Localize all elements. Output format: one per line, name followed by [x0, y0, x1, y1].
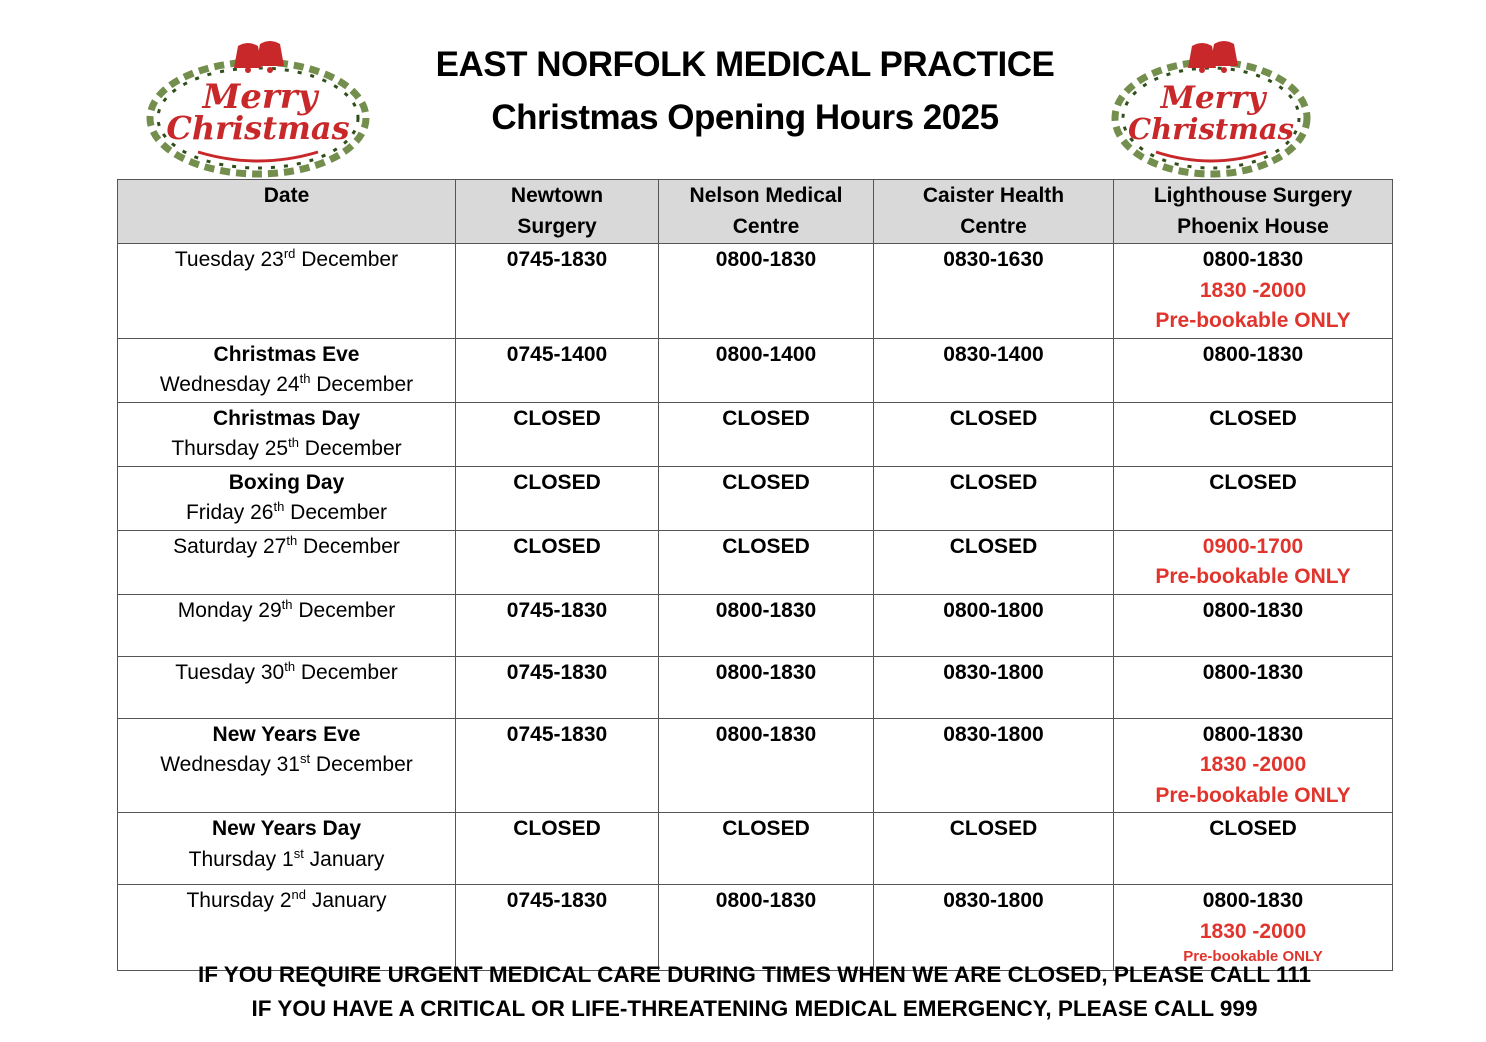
table-body — [118, 244, 1393, 971]
newtown-hours-cell: CLOSED — [456, 466, 659, 530]
wreath-text-christmas: Christmas — [166, 109, 350, 147]
date-cell — [118, 402, 456, 466]
wreath-text-christmas: Christmas — [1128, 112, 1294, 146]
date-label: Saturday 27th December — [173, 532, 400, 558]
date-cell — [118, 338, 456, 402]
lighthouse-hours-cell: 0800-1830 — [1114, 656, 1393, 718]
table-row — [118, 718, 1393, 813]
date-label: Friday 26th December — [185, 499, 388, 524]
holiday-name: New Years Eve — [212, 722, 361, 746]
newtown-hours-cell: CLOSED — [456, 402, 659, 466]
date-cell — [118, 244, 456, 339]
caister-hours-cell: 0830-1400 — [874, 338, 1114, 402]
newtown-hours-cell: 0745-1830 — [456, 594, 659, 656]
wreath-text-merry: Merry — [1160, 80, 1266, 116]
lighthouse-hours-cell: CLOSED — [1114, 402, 1393, 466]
caister-hours-cell: CLOSED — [874, 466, 1114, 530]
lighthouse-hours-cell: 0900-1700 Pre-bookable ONLY — [1114, 530, 1393, 594]
date-cell — [118, 530, 456, 594]
date-label: Tuesday 23rd December — [174, 246, 399, 271]
date-label: Thursday 1st January — [188, 845, 385, 871]
holiday-name: Christmas Eve — [213, 342, 360, 366]
opening-hours-table — [117, 179, 1393, 971]
nelson-hours-cell: CLOSED — [659, 402, 874, 466]
nelson-hours-cell: 0800-1830 — [659, 244, 874, 339]
date-cell — [118, 466, 456, 530]
date-label: Wednesday 24th December — [159, 371, 414, 396]
lighthouse-hours-cell: 0800-1830 — [1114, 594, 1393, 656]
caister-hours-cell: 0800-1800 — [874, 594, 1114, 656]
table-row — [118, 338, 1393, 402]
nelson-hours-cell: 0800-1830 — [659, 718, 874, 813]
nelson-hours-cell: 0800-1400 — [659, 338, 874, 402]
newtown-hours-cell: 0745-1830 — [456, 718, 659, 813]
table-row — [118, 402, 1393, 466]
date-label: Wednesday 31st December — [160, 751, 413, 776]
caister-hours-cell: CLOSED — [874, 530, 1114, 594]
newtown-hours-cell: CLOSED — [456, 530, 659, 594]
lighthouse-hours-cell: 0800-1830 1830 -2000 Pre-bookable ONLY — [1114, 885, 1393, 971]
date-cell — [118, 594, 456, 656]
date-cell — [118, 656, 456, 718]
holiday-name: Christmas Day — [212, 406, 361, 430]
caister-hours-cell: CLOSED — [874, 813, 1114, 885]
table-header-row — [118, 180, 1393, 244]
date-label: Thursday 25th December — [171, 435, 402, 460]
column-header-lighthouse: Lighthouse Surgery Phoenix House — [1114, 180, 1393, 244]
table-row — [118, 466, 1393, 530]
date-cell — [118, 718, 456, 813]
nelson-hours-cell: 0800-1830 — [659, 885, 874, 971]
caister-hours-cell: 0830-1630 — [874, 244, 1114, 339]
date-label: Monday 29th December — [177, 596, 396, 622]
column-header-caister: Caister Health Centre — [874, 180, 1114, 244]
page-subtitle: Christmas Opening Hours 2025 — [491, 98, 999, 137]
wreath-text-merry: Merry — [202, 77, 318, 117]
caister-hours-cell: CLOSED — [874, 402, 1114, 466]
holiday-name: Boxing Day — [228, 470, 345, 494]
nelson-hours-cell: CLOSED — [659, 466, 874, 530]
holiday-name: New Years Day — [211, 817, 362, 840]
nelson-hours-cell: CLOSED — [659, 530, 874, 594]
lighthouse-hours-cell: 0800-1830 1830 -2000 Pre-bookable ONLY — [1114, 244, 1393, 339]
table-row — [118, 530, 1393, 594]
caister-hours-cell: 0830-1800 — [874, 656, 1114, 718]
newtown-hours-cell: CLOSED — [456, 813, 659, 885]
nelson-hours-cell: 0800-1830 — [659, 594, 874, 656]
lighthouse-hours-cell: 0800-1830 1830 -2000 Pre-bookable ONLY — [1114, 718, 1393, 813]
date-cell — [118, 885, 456, 971]
table-row — [118, 594, 1393, 656]
lighthouse-hours-cell: CLOSED — [1114, 813, 1393, 885]
lighthouse-hours-cell: 0800-1830 — [1114, 338, 1393, 402]
column-header-nelson: Nelson Medical Centre — [659, 180, 874, 244]
page-title: EAST NORFOLK MEDICAL PRACTICE — [435, 45, 1055, 84]
caister-hours-cell: 0830-1800 — [874, 885, 1114, 971]
column-header-newtown: Newtown Surgery — [456, 180, 659, 244]
table-row — [118, 885, 1393, 971]
nelson-hours-cell: 0800-1830 — [659, 656, 874, 718]
column-header-date: Date — [118, 180, 456, 244]
newtown-hours-cell: 0745-1830 — [456, 656, 659, 718]
lighthouse-hours-cell: CLOSED — [1114, 466, 1393, 530]
table-row — [118, 813, 1393, 885]
newtown-hours-cell: 0745-1400 — [456, 338, 659, 402]
date-cell — [118, 813, 456, 885]
newtown-hours-cell: 0745-1830 — [456, 244, 659, 339]
table-row — [118, 244, 1393, 339]
emergency-notice: IF YOU HAVE A CRITICAL OR LIFE-THREATENING MEDICAL EMERGENCY, PLEASE CALL 999 — [251, 996, 1258, 1021]
table-row — [118, 656, 1393, 718]
date-label: Thursday 2nd January — [186, 887, 387, 912]
nelson-hours-cell: CLOSED — [659, 813, 874, 885]
caister-hours-cell: 0830-1800 — [874, 718, 1114, 813]
urgent-care-notice: IF YOU REQUIRE URGENT MEDICAL CARE DURING TIMES WHEN WE ARE CLOSED, PLEASE CALL 111 — [197, 962, 1312, 987]
newtown-hours-cell: 0745-1830 — [456, 885, 659, 971]
date-label: Tuesday 30th December — [175, 658, 398, 684]
